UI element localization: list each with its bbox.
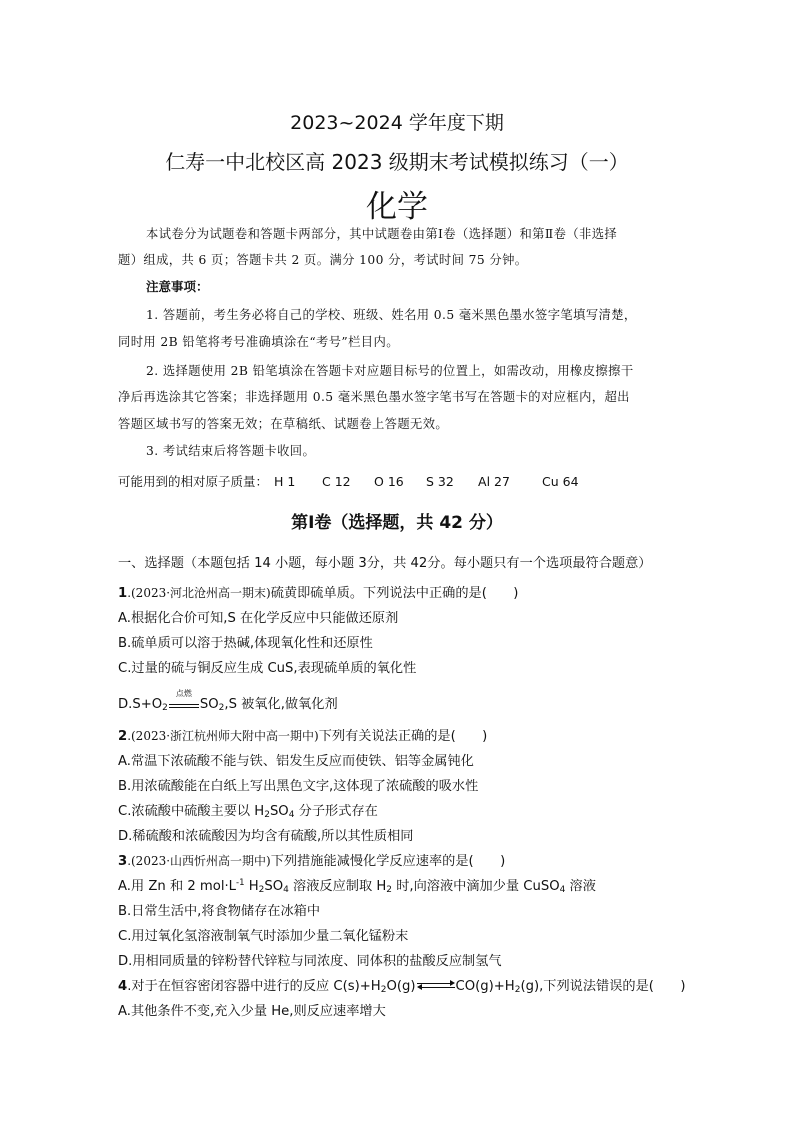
question-2-option-b: B.用浓硫酸能在白纸上写出黑色文字,这体现了浓硫酸的吸水性 bbox=[118, 779, 479, 794]
exam-name-title: 仁寿一中北校区高 2023 级期末考试模拟练习（一） bbox=[165, 150, 629, 174]
q3-a-sub: 2 bbox=[258, 885, 265, 895]
atomic-masses-label: 可能用到的相对原子质量： bbox=[118, 474, 269, 489]
notice-item-1-line-1: 1. 答题前，考生务必将自己的学校、班级、姓名用 0.5 毫米黑色墨水签字笔填写清楚， bbox=[146, 308, 637, 322]
q1-d-part: D.S+O bbox=[118, 697, 163, 712]
q3-a-part: 时,向溶液中滴加少量 CuSO bbox=[392, 879, 560, 894]
part-heading: 一、选择题（本题包括 14 小题，每小题 3分，共 42分。每小题只有一个选项最符合题意） bbox=[118, 556, 652, 571]
q4-stem-part: O(g) bbox=[386, 979, 416, 994]
notice-item-1-line-2: 同时用 2B 铅笔将考号准确填涂在“考号”栏目内。 bbox=[118, 335, 399, 349]
question-2-source: .(2023·浙江杭州师大附中高一期中) bbox=[127, 729, 319, 743]
q3-a-part: H bbox=[244, 879, 259, 894]
q4-stem-sub: 2 bbox=[380, 985, 387, 995]
q3-a-sub: 4 bbox=[559, 885, 566, 895]
atomic-mass-o: O 16 bbox=[374, 474, 404, 489]
question-1-source: .(2023·河北沧州高一期末) bbox=[127, 586, 271, 600]
question-4-option-a: A.其他条件不变,充入少量 He,则反应速率增大 bbox=[118, 1004, 386, 1019]
q4-stem-part: .对于在恒容密闭容器中进行的反应 C(s)+H bbox=[127, 979, 381, 994]
atomic-masses-row bbox=[118, 472, 579, 490]
notice-item-2-line-2: 净后再选涂其它答案；非选择题用 0.5 毫米黑色墨水签字笔书写在答题卡的对应框内，超出 bbox=[118, 390, 630, 404]
q2-c-sub: 2 bbox=[264, 810, 270, 820]
question-2-text: 下列有关说法正确的是( ) bbox=[318, 729, 488, 744]
question-3-number: 3 bbox=[118, 854, 128, 869]
section-title: 第Ⅰ卷（选择题，共 42 分） bbox=[291, 513, 503, 533]
question-3-option-d: D.用相同质量的锌粉替代锌粒与同浓度、同体积的盐酸反应制氢气 bbox=[118, 954, 502, 969]
intro-line-1: 本试卷分为试题卷和答题卡两部分，其中试题卷由第Ⅰ卷（选择题）和第Ⅱ卷（非选择 bbox=[146, 227, 618, 241]
q2-c-sub: 4 bbox=[288, 810, 295, 820]
reaction-condition-label: 点燃 bbox=[175, 689, 192, 698]
question-4-number: 4 bbox=[118, 979, 128, 994]
q3-a-part: 溶液反应制取 H bbox=[288, 879, 387, 894]
question-1-number: 1 bbox=[118, 586, 128, 601]
q4-stem-part: CO(g)+H bbox=[455, 979, 515, 994]
atomic-mass-h: H 1 bbox=[274, 474, 296, 489]
question-3-option-b: B.日常生活中,将食物储存在冰箱中 bbox=[118, 904, 321, 919]
notice-item-2-line-1: 2. 选择题使用 2B 铅笔填涂在答题卡对应题目标号的位置上，如需改动，用橡皮擦擦干 bbox=[146, 364, 634, 378]
question-2-option-c bbox=[118, 800, 378, 820]
q3-a-sup: -1 bbox=[236, 878, 245, 888]
question-1-option-a: A.根据化合价可知,S 在化学反应中只能做还原剂 bbox=[118, 611, 399, 626]
question-2-option-d: D.稀硫酸和浓硫酸因为均含有硫酸,所以其性质相同 bbox=[118, 829, 414, 844]
q1-d-sub: 2 bbox=[162, 703, 168, 713]
exam-term-title: 2023~2024 学年度下期 bbox=[290, 112, 504, 134]
atomic-mass-al: Al 27 bbox=[478, 474, 510, 489]
question-2-option-a: A.常温下浓硫酸不能与铁、铝发生反应而使铁、铝等金属钝化 bbox=[118, 754, 474, 769]
question-3-stem bbox=[118, 850, 505, 869]
atomic-mass-s: S 32 bbox=[426, 474, 454, 489]
question-1-stem bbox=[118, 582, 518, 601]
q3-a-part: A.用 Zn 和 2 mol·L bbox=[118, 879, 237, 894]
question-3-option-a bbox=[118, 875, 596, 895]
q1-d-part: SO bbox=[199, 697, 219, 712]
q3-a-part: 溶液 bbox=[565, 879, 596, 894]
q3-a-sub: 4 bbox=[283, 885, 289, 895]
q2-c-part: 分子形式存在 bbox=[294, 804, 378, 819]
q4-stem-part: (g),下列说法错误的是( ) bbox=[520, 979, 686, 994]
q3-a-sub: 2 bbox=[386, 885, 393, 895]
q3-a-part: SO bbox=[264, 879, 284, 894]
q1-d-part: ,S 被氧化,做氧化剂 bbox=[224, 697, 338, 712]
atomic-mass-cu: Cu 64 bbox=[542, 474, 579, 489]
question-2-stem bbox=[118, 725, 487, 744]
question-3-text: 下列措施能减慢化学反应速率的是( ) bbox=[270, 854, 506, 869]
reaction-condition-arrow bbox=[168, 689, 200, 711]
question-3-source: .(2023·山西忻州高一期中) bbox=[127, 854, 271, 868]
atomic-mass-c: C 12 bbox=[322, 474, 351, 489]
question-2-number: 2 bbox=[118, 729, 128, 744]
notice-item-2-line-3: 答题区域书写的答案无效；在草稿纸、试题卷上答题无效。 bbox=[118, 417, 449, 431]
q2-c-part: SO bbox=[269, 804, 289, 819]
question-1-option-b: B.硫单质可以溶于热碱,体现氧化性和还原性 bbox=[118, 636, 373, 651]
notice-heading: 注意事项： bbox=[146, 279, 209, 294]
subject-title: 化学 bbox=[366, 189, 428, 225]
intro-line-2: 题）组成，共 6 页；答题卡共 2 页。满分 100 分，考试时间 75 分钟。 bbox=[118, 253, 528, 267]
question-1-option-c: C.过量的硫与铜反应生成 CuS,表现硫单质的氧化性 bbox=[118, 661, 417, 676]
question-3-option-c: C.用过氧化氢溶液制氧气时添加少量二氧化锰粉末 bbox=[118, 929, 409, 944]
q2-c-part: C.浓硫酸中硫酸主要以 H bbox=[118, 804, 265, 819]
question-4-stem bbox=[118, 975, 685, 995]
reversible-arrow-icon bbox=[416, 980, 456, 992]
question-1-option-d bbox=[118, 689, 338, 713]
notice-item-3: 3. 考试结束后将答题卡收回。 bbox=[146, 444, 316, 458]
question-1-text: 硫黄即硫单质。下列说法中正确的是( ) bbox=[270, 586, 519, 601]
q4-stem-sub: 2 bbox=[514, 985, 521, 995]
q1-d-sub: 2 bbox=[218, 703, 225, 713]
